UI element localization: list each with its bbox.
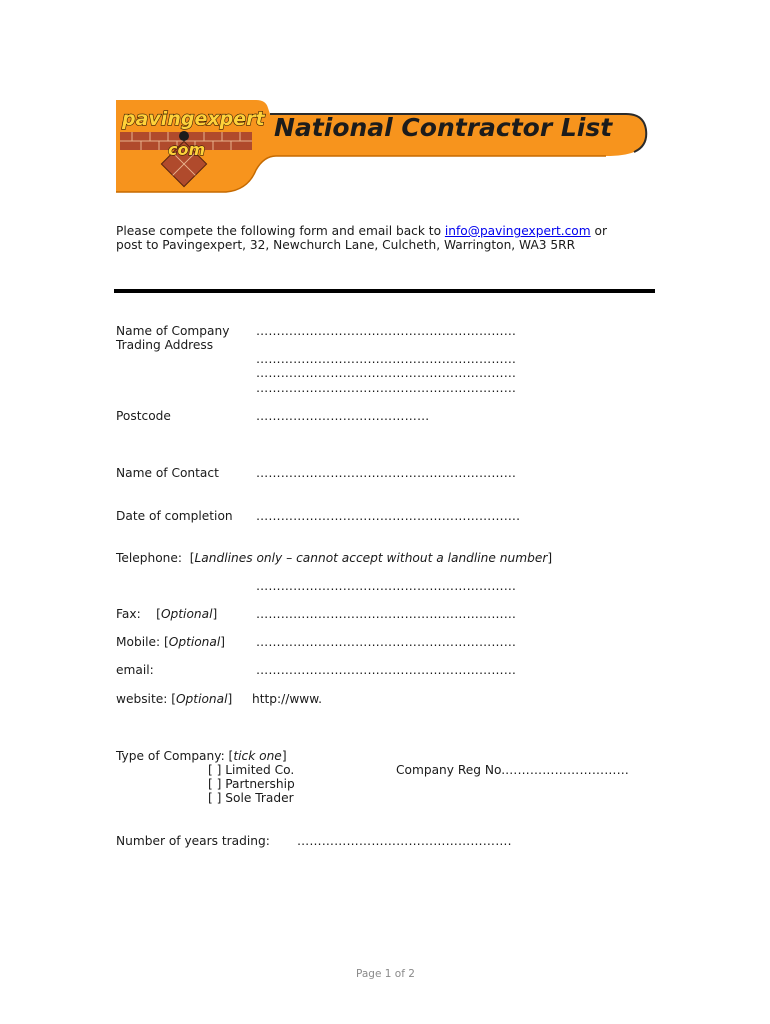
email-label: email: xyxy=(116,663,154,677)
address-line-3-field[interactable]: ……………………………………………………… xyxy=(256,381,517,395)
telephone-label-text: Telephone: xyxy=(116,551,182,565)
option-partnership[interactable]: [ ] Partnership xyxy=(208,777,295,791)
horizontal-rule xyxy=(114,289,655,293)
company-reg-dots: ………………………… xyxy=(505,763,629,777)
telephone-note-open: [ xyxy=(189,551,195,565)
company-type-label xyxy=(116,749,287,763)
address-line-2-field[interactable]: ……………………………………………………… xyxy=(256,366,517,380)
postcode-field[interactable]: …………………………………… xyxy=(256,409,430,423)
address-line-1-field[interactable]: ……………………………………………………… xyxy=(256,352,517,366)
mobile-label-text: Mobile: xyxy=(116,635,164,649)
website-optional: Optional xyxy=(175,692,228,706)
header-banner xyxy=(116,100,651,194)
option-limited-co[interactable]: [ ] Limited Co. xyxy=(208,763,295,777)
page-number: Page 1 of 2 xyxy=(356,968,415,980)
mobile-field[interactable]: ……………………………………………………… xyxy=(256,635,517,649)
intro-text: Please compete the following form and email back to xyxy=(116,224,445,238)
logo-text-com: com xyxy=(168,140,206,159)
intro-line-2: post to Pavingexpert, 32, Newchurch Lane, Culcheth, Warrington, WA3 5RR xyxy=(116,238,576,252)
contact-label: Name of Contact xyxy=(116,466,219,480)
telephone-note-close: ] xyxy=(547,551,553,565)
trading-address-label: Trading Address xyxy=(116,338,214,352)
telephone-note: Landlines only – cannot accept without a landline number xyxy=(194,551,548,565)
company-reg-label: Company Reg No. xyxy=(396,763,506,777)
date-label: Date of completion xyxy=(116,509,233,523)
postcode-label: Postcode xyxy=(116,409,171,423)
banner-title: National Contractor List xyxy=(274,113,613,142)
email-link[interactable]: info@pavingexpert.com xyxy=(444,224,591,238)
website-label: website: [Optional] xyxy=(116,692,233,706)
date-field[interactable]: ………………………………………………………. xyxy=(256,509,521,523)
company-type-text: Type of Company: [ xyxy=(116,749,234,763)
mobile-optional: Optional xyxy=(168,635,221,649)
fax-field[interactable]: ……………………………………………………… xyxy=(256,607,517,621)
fax-label: Fax: [Optional] xyxy=(116,607,218,621)
company-name-field[interactable]: ……………………………………………………… xyxy=(256,324,517,338)
mobile-label: Mobile: [Optional] xyxy=(116,635,226,649)
telephone-label xyxy=(116,551,552,565)
option-sole-trader[interactable]: [ ] Sole Trader xyxy=(208,791,294,805)
intro-text-or: or xyxy=(590,224,607,238)
email-field[interactable]: ……………………………………………………… xyxy=(256,663,517,677)
years-trading-label: Number of years trading: xyxy=(116,834,270,848)
fax-label-text: Fax: xyxy=(116,607,141,621)
intro-line-1 xyxy=(116,224,607,238)
contact-field[interactable]: ……………………………………………………… xyxy=(256,466,517,480)
banner-graphic xyxy=(116,100,651,194)
logo-text-main: pavingexpert xyxy=(122,108,265,130)
years-trading-field[interactable]: ……………………………………………. xyxy=(297,834,512,848)
company-reg-field[interactable] xyxy=(396,763,629,777)
company-name-label: Name of Company xyxy=(116,324,230,338)
fax-optional: Optional xyxy=(160,607,213,621)
telephone-field[interactable]: ……………………………………………………… xyxy=(256,579,517,593)
company-type-close: ] xyxy=(281,749,287,763)
website-label-text: website: xyxy=(116,692,172,706)
website-field[interactable]: http://www. xyxy=(252,692,322,706)
company-type-hint: tick one xyxy=(233,749,282,763)
